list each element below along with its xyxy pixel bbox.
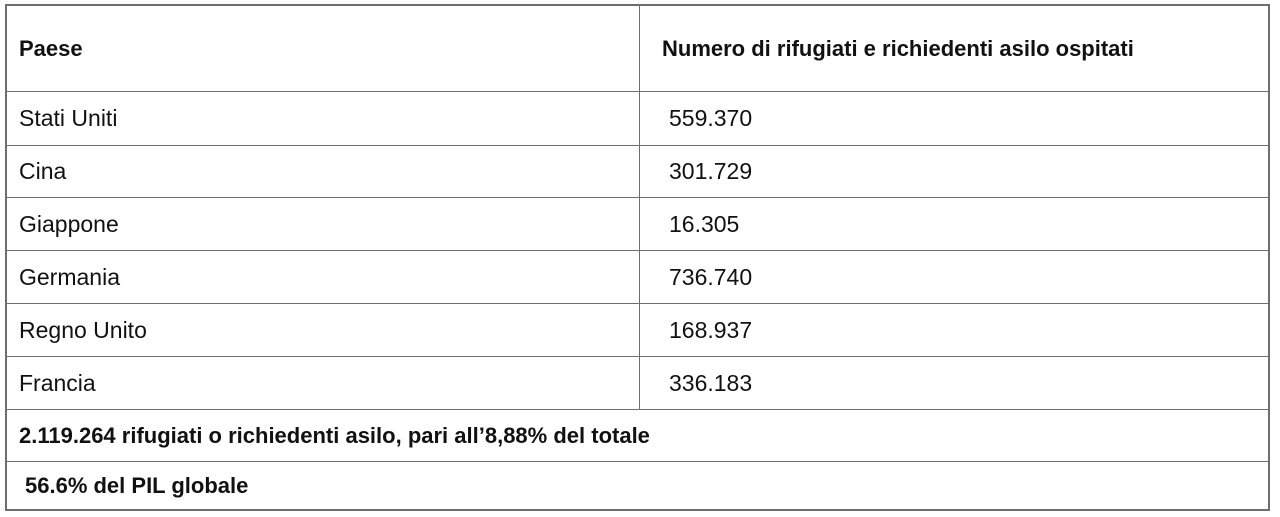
table-row [7,304,1268,357]
cell-country: Giappone [19,210,119,237]
cell-country: Germania [19,263,120,290]
table-row [7,357,1268,410]
summary-text: 2.119.264 rifugiati o richiedenti asilo, pari all’8,88% del totale [19,422,650,448]
cell-refugees: 559.370 [639,92,1268,145]
summary-row [7,410,1268,462]
table-row [7,198,1268,251]
cell-refugees: 168.937 [639,304,1268,356]
gdp-row [7,462,1268,509]
table-row [7,251,1268,304]
refugee-table [5,4,1270,511]
cell-refugees: 301.729 [639,146,1268,197]
table-header-row [7,6,1268,92]
header-country: Paese [19,35,83,61]
table-row [7,92,1268,146]
cell-refugees: 736.740 [639,251,1268,303]
cell-refugees: 16.305 [639,198,1268,250]
cell-refugees: 336.183 [639,357,1268,409]
cell-country: Cina [19,158,67,184]
gdp-note-text: 56.6% del PIL globale [25,472,249,498]
cell-country: Stati Uniti [19,105,118,131]
cell-country: Francia [19,369,96,396]
cell-country: Regno Unito [19,316,147,343]
table-row [7,146,1268,198]
header-refugees: Numero di rifugiati e richiedenti asilo ospitati [639,6,1268,91]
